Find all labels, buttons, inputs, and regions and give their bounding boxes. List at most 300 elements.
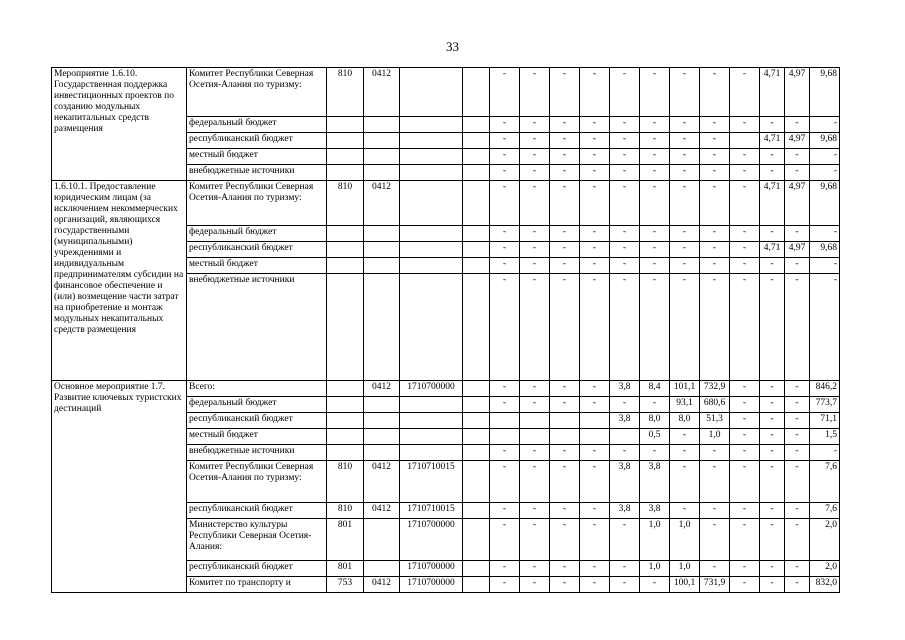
value-cell: - [520,561,550,577]
csr-code-cell [400,413,463,429]
value-cell: - [520,149,550,165]
value-cell: 732,9 [700,381,730,397]
csr-code-cell: 1710700000 [400,381,463,397]
value-cell: - [580,381,610,397]
value-cell: - [760,258,785,274]
csr-code-cell [400,181,463,226]
table-row [52,68,840,117]
value-cell: - [550,117,580,133]
value-cell: 71,1 [810,413,840,429]
value-cell: - [730,258,760,274]
value-cell: - [640,274,670,381]
value-cell: - [785,397,810,413]
rzpr-code-cell [364,258,400,274]
value-cell: - [760,461,785,503]
value-cell: - [610,242,640,258]
value-cell: - [760,503,785,519]
grbs-code-cell: 810 [327,181,364,226]
value-cell: - [550,165,580,181]
value-cell: - [670,181,700,226]
value-cell: - [640,242,670,258]
value-cell: - [760,274,785,381]
value-cell: 3,8 [610,461,640,503]
value-cell: - [670,274,700,381]
value-cell: - [810,226,840,242]
value-cell: - [810,258,840,274]
budget-table [51,67,840,593]
value-cell: - [730,461,760,503]
value-cell: - [520,381,550,397]
value-cell: - [550,445,580,461]
value-cell: - [550,258,580,274]
measure-name-cell: Основное мероприятие 1.7. Развитие ключевых туристских дестинаций [52,381,187,593]
rzpr-code-cell [364,561,400,577]
value-cell: - [580,519,610,561]
funding-source-cell: федеральный бюджет [187,226,327,242]
value-cell: - [610,397,640,413]
value-cell: 4,71 [760,68,785,117]
funding-source-cell: местный бюджет [187,149,327,165]
value-cell: 680,6 [700,397,730,413]
value-cell: - [640,181,670,226]
rzpr-code-cell [364,429,400,445]
value-cell: - [520,397,550,413]
vr-code-cell [463,381,490,397]
measure-name-cell: 1.6.10.1. Предоставление юридическим лицам (за исключением некоммерческих организаций, являющихся государственными (муниципальными) учреждениями и индивидуальным предпринимателям субсидии на финансовое обеспечение и (или) возмещение части затрат на приобретение и монтаж модульных некапитальных средств размещения [52,181,187,381]
value-cell: - [670,226,700,242]
value-cell: 9,68 [810,242,840,258]
value-cell: 1,0 [640,561,670,577]
value-cell: - [580,274,610,381]
csr-code-cell [400,429,463,445]
value-cell: - [700,226,730,242]
value-cell: - [550,503,580,519]
rzpr-code-cell [364,242,400,258]
csr-code-cell: 1710700000 [400,577,463,593]
grbs-code-cell: 810 [327,68,364,117]
value-cell: - [700,258,730,274]
vr-code-cell [463,461,490,503]
value-cell: - [580,117,610,133]
grbs-code-cell [327,226,364,242]
value-cell: - [490,397,520,413]
value-cell: - [490,226,520,242]
value-cell: - [730,577,760,593]
vr-code-cell [463,181,490,226]
value-cell: - [490,165,520,181]
vr-code-cell [463,133,490,149]
value-cell: - [700,165,730,181]
value-cell: - [700,181,730,226]
value-cell: - [730,181,760,226]
value-cell: - [490,242,520,258]
value-cell: - [810,117,840,133]
value-cell: - [520,461,550,503]
value-cell: - [490,519,520,561]
value-cell: - [670,117,700,133]
vr-code-cell [463,274,490,381]
value-cell: - [785,165,810,181]
vr-code-cell [463,577,490,593]
grbs-code-cell [327,445,364,461]
vr-code-cell [463,117,490,133]
funding-source-cell: Комитет Республики Северная Осетия-Алания по туризму: [187,461,327,503]
grbs-code-cell: 810 [327,461,364,503]
funding-source-cell: Всего: [187,381,327,397]
value-cell: - [730,381,760,397]
value-cell: - [550,577,580,593]
rzpr-code-cell: 0412 [364,181,400,226]
csr-code-cell [400,68,463,117]
value-cell: - [610,445,640,461]
value-cell: - [520,165,550,181]
value-cell: - [610,165,640,181]
value-cell: - [550,519,580,561]
value-cell: - [610,226,640,242]
value-cell: 51,3 [700,413,730,429]
value-cell: - [520,503,550,519]
value-cell: - [785,149,810,165]
value-cell: - [580,561,610,577]
value-cell: - [670,149,700,165]
grbs-code-cell [327,133,364,149]
value-cell: - [610,133,640,149]
value-cell: 1,0 [670,519,700,561]
value-cell: - [670,445,700,461]
vr-code-cell [463,413,490,429]
rzpr-code-cell: 0412 [364,381,400,397]
value-cell: - [785,429,810,445]
value-cell: - [490,274,520,381]
value-cell: - [580,149,610,165]
value-cell: - [610,68,640,117]
vr-code-cell [463,397,490,413]
value-cell: - [580,165,610,181]
value-cell: 3,8 [640,503,670,519]
value-cell: 93,1 [670,397,700,413]
csr-code-cell [400,133,463,149]
value-cell: - [730,413,760,429]
measure-name-cell: Мероприятие 1.6.10. Государственная поддержка инвестиционных проектов по созданию модульных некапитальных средств размещения [52,68,187,181]
value-cell: - [550,561,580,577]
value-cell: - [550,274,580,381]
funding-source-cell: Комитет Республики Северная Осетия-Алания по туризму: [187,181,327,226]
value-cell: - [610,519,640,561]
grbs-code-cell [327,258,364,274]
value-cell: 7,6 [810,461,840,503]
value-cell: - [670,133,700,149]
value-cell: - [520,181,550,226]
value-cell: - [700,503,730,519]
rzpr-code-cell [364,413,400,429]
value-cell: - [490,381,520,397]
value-cell: - [580,503,610,519]
value-cell: - [700,519,730,561]
value-cell: - [490,561,520,577]
value-cell: - [520,133,550,149]
grbs-code-cell [327,429,364,445]
value-cell: - [550,226,580,242]
value-cell: 9,68 [810,181,840,226]
value-cell: - [550,68,580,117]
value-cell [550,413,580,429]
csr-code-cell: 1710710015 [400,461,463,503]
grbs-code-cell [327,397,364,413]
value-cell [520,429,550,445]
vr-code-cell [463,149,490,165]
value-cell: - [730,561,760,577]
value-cell: - [640,577,670,593]
value-cell: - [490,503,520,519]
value-cell: 8,4 [640,381,670,397]
funding-source-cell: местный бюджет [187,258,327,274]
page-number: 33 [446,39,459,54]
value-cell: 1,0 [700,429,730,445]
value-cell: 0,5 [640,429,670,445]
value-cell: - [730,117,760,133]
grbs-code-cell [327,117,364,133]
value-cell: - [490,577,520,593]
value-cell: 846,2 [810,381,840,397]
value-cell: 4,71 [760,242,785,258]
value-cell: 9,68 [810,133,840,149]
value-cell: 7,6 [810,503,840,519]
table-row [52,381,840,397]
table-row [52,181,840,226]
csr-code-cell [400,226,463,242]
vr-code-cell [463,445,490,461]
vr-code-cell [463,226,490,242]
csr-code-cell [400,242,463,258]
value-cell: - [580,133,610,149]
value-cell: 2,0 [810,561,840,577]
value-cell: - [640,68,670,117]
rzpr-code-cell [364,519,400,561]
rzpr-code-cell: 0412 [364,68,400,117]
value-cell: - [700,117,730,133]
value-cell: 3,8 [610,381,640,397]
value-cell: - [700,461,730,503]
csr-code-cell [400,117,463,133]
funding-source-cell: Комитет по транспорту и [187,577,327,593]
value-cell: - [580,181,610,226]
value-cell: 3,8 [640,461,670,503]
value-cell: - [520,68,550,117]
value-cell: 3,8 [610,503,640,519]
funding-source-cell: федеральный бюджет [187,397,327,413]
funding-source-cell: республиканский бюджет [187,133,327,149]
funding-source-cell: Комитет Республики Северная Осетия-Алания по туризму: [187,68,327,117]
value-cell: - [760,381,785,397]
rzpr-code-cell [364,274,400,381]
value-cell: - [580,445,610,461]
csr-code-cell: 1710700000 [400,519,463,561]
funding-source-cell: внебюджетные источники [187,274,327,381]
rzpr-code-cell [364,226,400,242]
value-cell: - [760,149,785,165]
value-cell: - [670,461,700,503]
value-cell: 1,0 [640,519,670,561]
value-cell [580,413,610,429]
value-cell: - [640,226,670,242]
value-cell: - [550,381,580,397]
value-cell: - [785,461,810,503]
value-cell: - [700,68,730,117]
value-cell: - [640,149,670,165]
value-cell: - [785,226,810,242]
value-cell: - [580,577,610,593]
value-cell: - [640,258,670,274]
value-cell: - [520,445,550,461]
funding-source-cell: республиканский бюджет [187,503,327,519]
grbs-code-cell: 801 [327,519,364,561]
value-cell: - [670,68,700,117]
value-cell: 4,97 [785,68,810,117]
value-cell: 4,71 [760,181,785,226]
value-cell: - [610,181,640,226]
value-cell: - [550,149,580,165]
value-cell: - [640,397,670,413]
value-cell: - [730,429,760,445]
value-cell: 2,0 [810,519,840,561]
value-cell: - [760,165,785,181]
value-cell: - [580,68,610,117]
value-cell: - [550,461,580,503]
funding-source-cell: внебюджетные источники [187,445,327,461]
value-cell: - [580,397,610,413]
csr-code-cell [400,445,463,461]
value-cell: - [785,519,810,561]
rzpr-code-cell: 0412 [364,503,400,519]
value-cell: - [785,117,810,133]
value-cell: - [730,68,760,117]
value-cell [520,413,550,429]
csr-code-cell: 1710710015 [400,503,463,519]
value-cell: - [700,561,730,577]
value-cell: 832,0 [810,577,840,593]
value-cell: - [785,258,810,274]
value-cell: - [700,445,730,461]
value-cell: - [760,117,785,133]
value-cell: - [610,149,640,165]
value-cell: - [785,381,810,397]
value-cell: - [520,577,550,593]
funding-source-cell: Министерство культуры Республики Северная Осетия-Алания: [187,519,327,561]
value-cell: - [490,445,520,461]
grbs-code-cell [327,413,364,429]
value-cell: 773,7 [810,397,840,413]
value-cell: - [490,258,520,274]
csr-code-cell [400,274,463,381]
value-cell: - [580,242,610,258]
value-cell: - [550,397,580,413]
grbs-code-cell [327,149,364,165]
funding-source-cell: республиканский бюджет [187,242,327,258]
vr-code-cell [463,519,490,561]
grbs-code-cell [327,274,364,381]
value-cell: - [730,397,760,413]
value-cell: - [550,181,580,226]
rzpr-code-cell: 0412 [364,461,400,503]
value-cell: 9,68 [810,68,840,117]
value-cell: - [785,445,810,461]
value-cell: 731,9 [700,577,730,593]
rzpr-code-cell [364,397,400,413]
grbs-code-cell [327,242,364,258]
value-cell: - [785,577,810,593]
value-cell: - [640,133,670,149]
value-cell: - [580,226,610,242]
vr-code-cell [463,68,490,117]
value-cell: - [760,519,785,561]
grbs-code-cell: 810 [327,503,364,519]
value-cell: - [670,242,700,258]
csr-code-cell [400,149,463,165]
value-cell: - [610,258,640,274]
value-cell: - [785,413,810,429]
value-cell: - [760,561,785,577]
value-cell: - [520,274,550,381]
value-cell: 1,0 [670,561,700,577]
value-cell: - [785,274,810,381]
vr-code-cell [463,258,490,274]
rzpr-code-cell [364,117,400,133]
value-cell: - [520,519,550,561]
value-cell: - [760,226,785,242]
rzpr-code-cell: 0412 [364,577,400,593]
funding-source-cell: внебюджетные источники [187,165,327,181]
value-cell: - [700,133,730,149]
value-cell [580,429,610,445]
value-cell: - [730,503,760,519]
value-cell: - [490,117,520,133]
value-cell: - [490,181,520,226]
value-cell: 1,5 [810,429,840,445]
value-cell: - [580,258,610,274]
value-cell: - [490,149,520,165]
value-cell: 100,1 [670,577,700,593]
grbs-code-cell: 753 [327,577,364,593]
value-cell: - [730,519,760,561]
value-cell [490,429,520,445]
value-cell: - [580,461,610,503]
value-cell: - [760,413,785,429]
value-cell: - [520,242,550,258]
value-cell: - [810,165,840,181]
vr-code-cell [463,561,490,577]
csr-code-cell [400,397,463,413]
grbs-code-cell: 801 [327,561,364,577]
value-cell: 3,8 [610,413,640,429]
value-cell: 8,0 [640,413,670,429]
value-cell [730,133,760,149]
grbs-code-cell [327,381,364,397]
vr-code-cell [463,165,490,181]
vr-code-cell [463,242,490,258]
value-cell: 4,71 [760,133,785,149]
rzpr-code-cell [364,165,400,181]
value-cell: - [730,165,760,181]
funding-source-cell: местный бюджет [187,429,327,445]
value-cell: - [760,445,785,461]
value-cell [490,413,520,429]
value-cell [550,429,580,445]
value-cell: - [610,577,640,593]
value-cell: - [640,445,670,461]
rzpr-code-cell [364,445,400,461]
value-cell: - [810,445,840,461]
value-cell: - [700,242,730,258]
